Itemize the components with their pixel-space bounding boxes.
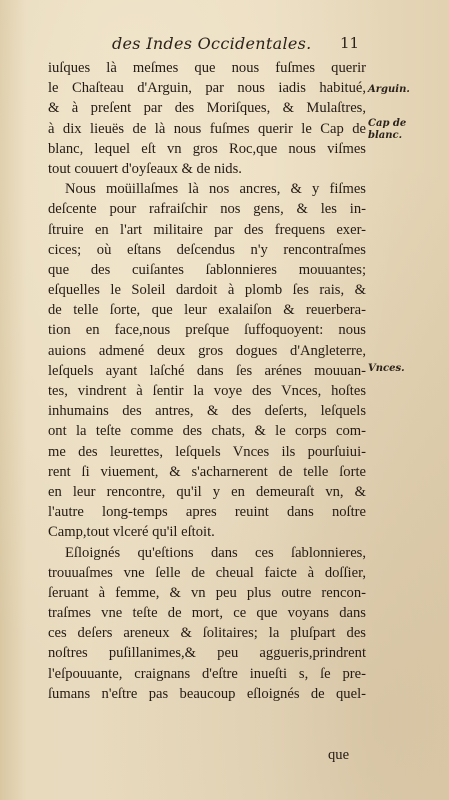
page-number: 11 xyxy=(340,34,360,52)
text-line: & à preſent par des Moriſques, & Mulaſtres, xyxy=(48,100,366,117)
text-line: Eſloignés qu'eſtions dans ces ſablonnieres, xyxy=(65,544,366,561)
text-line: Nous moüillaſmes là nos ancres, & y fiſmes xyxy=(65,181,366,198)
text-line: ont la teſte comme des chats, & le corps com- xyxy=(48,423,366,440)
text-line: le Chaſteau d'Arguin, par nous iadis habitué, xyxy=(48,80,366,97)
text-line: de telle ſorte, que leur exalaiſon & reuerbera- xyxy=(48,302,366,319)
text-line: l'eſpouuante, craignans d'eſtre inueſti s, ſe pre- xyxy=(48,665,366,682)
text-line: ſeruant à femme, & vn peu plus outre rencon- xyxy=(48,584,366,601)
text-line: auions admené deux gros dogues d'Angleterre, xyxy=(48,342,366,359)
margin-note-arguin: Arguin. xyxy=(368,84,410,95)
text-line: rent ſi viuement, & s'acharnerent de telle ſorte xyxy=(48,463,366,480)
margin-note-cap-de-blanc-line-1: Cap de xyxy=(368,118,407,129)
text-line: Camp,tout vlceré qu'il eſtoit. xyxy=(48,524,215,541)
text-line: ſtruire en l'art militaire par des frequens exer- xyxy=(48,221,366,238)
page-header xyxy=(0,34,449,56)
body-text xyxy=(48,58,366,704)
text-line: à dix lieuës de là nous fuſmes querir le Cap de xyxy=(48,120,366,137)
text-line: leſquels ayant laſché dans ſes arénes mouuan- xyxy=(48,362,366,379)
text-line: l'autre long-temps apres reuint dans noſtre xyxy=(48,504,366,521)
text-line: trouuaſmes vne ſelle de cheual faicte à doſſier, xyxy=(48,564,366,581)
text-line: iuſques là meſmes que nous fuſmes querir xyxy=(48,60,366,76)
text-line: tout couuert d'oyſeaux & de nids. xyxy=(48,160,242,177)
text-line: ces deſers areneux & ſolitaires; la pluſpart des xyxy=(48,625,366,642)
margin-note-cap-de-blanc xyxy=(368,118,438,142)
text-line: que des cuiſantes ſablonnieres mouuantes; xyxy=(48,261,366,278)
text-line: tes, vindrent à ſentir la voye des Vnces, hoſtes xyxy=(48,383,366,399)
text-line: eſquelles le Soleil dardoit à plomb ſes rais, & xyxy=(48,282,366,299)
margin-note-cap-de-blanc-line-2: blanc. xyxy=(368,130,403,141)
text-line: inhumains des antres, & des deſerts, leſquels xyxy=(48,403,366,420)
text-line: deſcente pour rafraiſchir nos gens, & les in- xyxy=(48,201,366,218)
margin-note-vnces: Vnces. xyxy=(368,363,405,374)
text-line: me des leurettes, leſquels Vnces ils pourſuiui- xyxy=(48,443,366,460)
text-line: cices; où eſtans deſcendus n'y rencontraſmes xyxy=(48,241,366,258)
text-line: ſumans n'eſtre pas beaucoup eſloignés de quel- xyxy=(48,685,366,702)
text-line: blanc, lequel eſt vn gros Roc,que nous viſmes xyxy=(48,140,366,157)
running-title: des Indes Occidentales. xyxy=(112,34,312,53)
text-line: en leur rencontre, qu'il y en demeuraſt vn, & xyxy=(48,483,366,500)
text-line: tion en face,nous preſque ſuffoquoyent: nous xyxy=(48,322,366,339)
text-line: noſtres puſillanimes,& peu aggueris,prindrent xyxy=(48,645,366,662)
text-line: traſmes vne teſte de mort, ce que voyans dans xyxy=(48,605,366,622)
catchword: que xyxy=(328,747,350,763)
